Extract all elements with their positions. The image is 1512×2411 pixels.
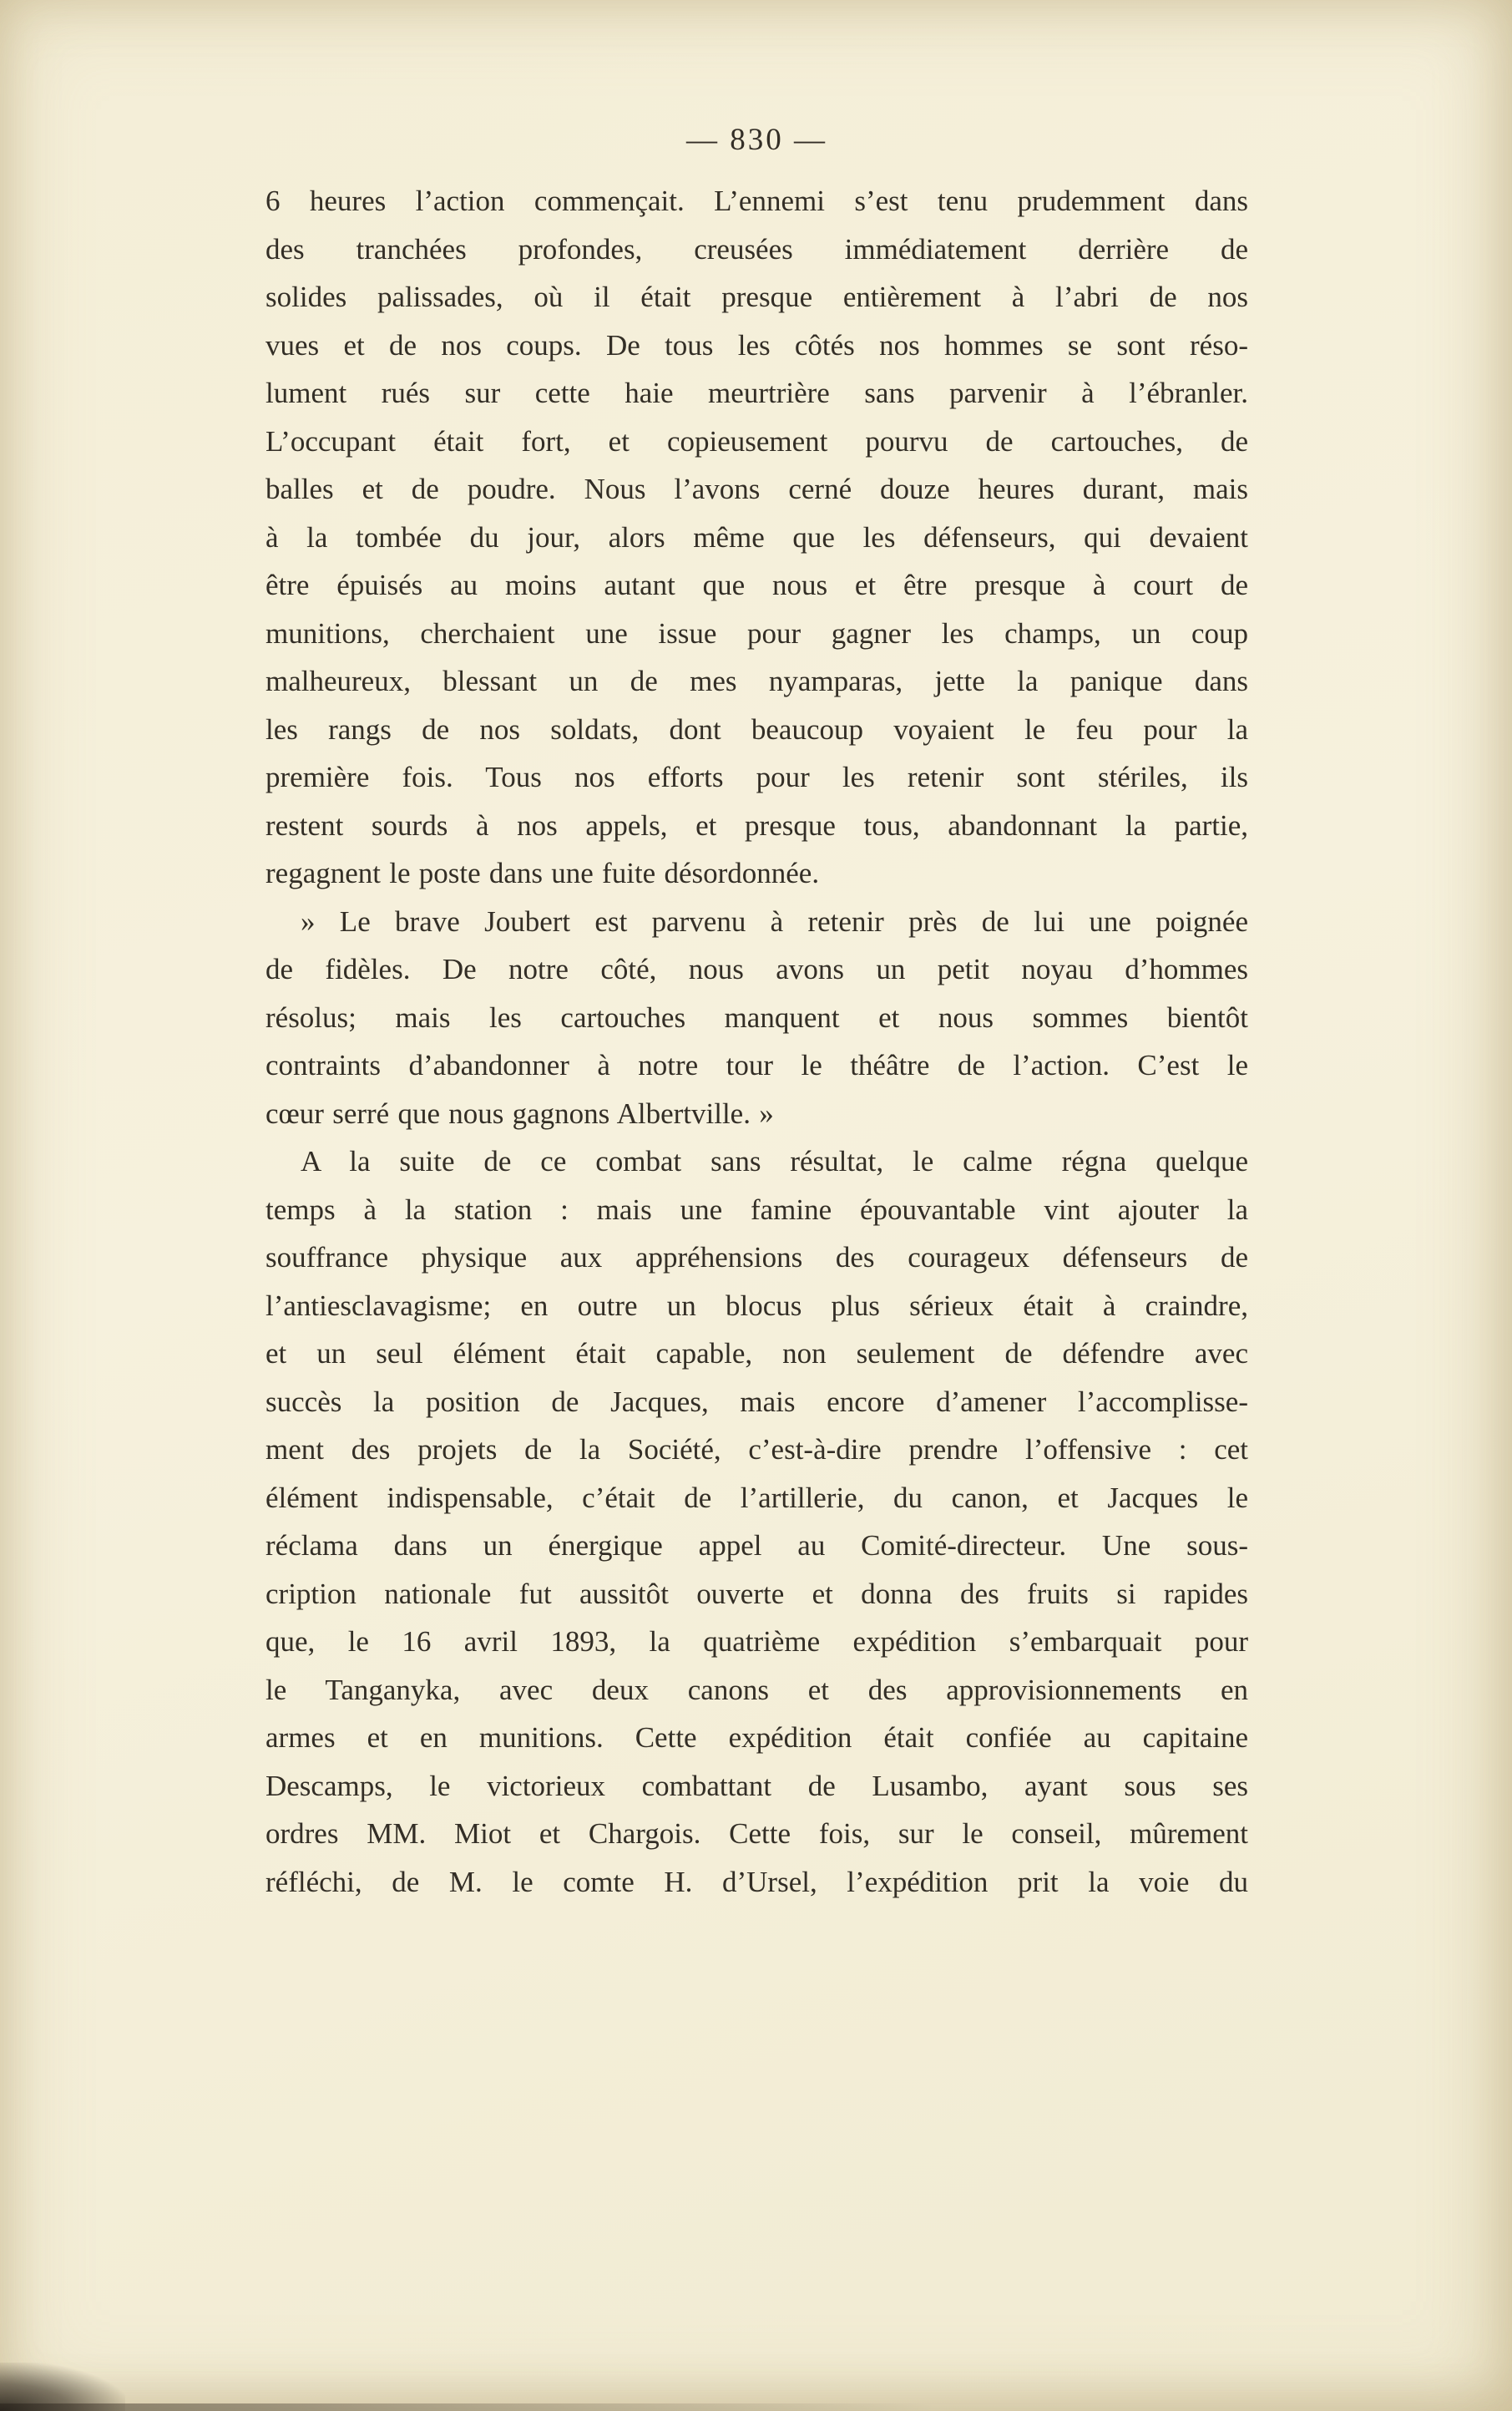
text-line: A la suite de ce combat sans résultat, le calme régna quelque (301, 1145, 1248, 1178)
scan-corner-shadow-artifact (0, 2363, 125, 2411)
text-line: lument rués sur cette haie meurtrière sans parvenir à l’ébranler. (265, 377, 1248, 409)
text-line: le Tanganyka, avec deux canons et des approvisionnements en (265, 1673, 1248, 1706)
text-line: et un seul élément était capable, non seulement de défendre avec (265, 1337, 1248, 1370)
text-line: que, le 16 avril 1893, la quatrième expédition s’embarquait pour (265, 1625, 1248, 1658)
text-line: réfléchi, de M. le comte H. d’Ursel, l’expédition prit la voie du (265, 1865, 1248, 1898)
paragraph (265, 177, 1248, 898)
text-line: munitions, cherchaient une issue pour gagner les champs, un coup (265, 616, 1248, 650)
text-line: des tranchées profondes, creusées immédiatement derrière de (265, 232, 1248, 266)
paragraph (265, 898, 1248, 1138)
text-line: ordres MM. Miot et Chargois. Cette fois, sur le conseil, mûrement (265, 1817, 1248, 1850)
text-line: cription nationale fut aussitôt ouverte et donna des fruits si rapides (265, 1577, 1248, 1610)
text-line: première fois. Tous nos efforts pour les retenir sont stériles, ils (265, 761, 1248, 793)
text-block (265, 177, 1248, 1906)
text-line: L’occupant était fort, et copieusement pourvu de cartouches, de (265, 424, 1248, 458)
text-line: restent sourds à nos appels, et presque tous, abandonnant la partie, (265, 808, 1248, 842)
text-line: souffrance physique aux appréhensions des courageux défenseurs de (265, 1241, 1248, 1274)
text-line: élément indispensable, c’était de l’artillerie, du canon, et Jacques le (265, 1481, 1248, 1514)
text-line: réclama dans un énergique appel au Comité-directeur. Une sous- (265, 1529, 1248, 1562)
text-line: de fidèles. De notre côté, nous avons un petit noyau d’hommes (265, 953, 1248, 985)
text-line: malheureux, blessant un de mes nyamparas, jette la panique dans (265, 665, 1248, 697)
text-line: résolus; mais les cartouches manquent et nous sommes bientôt (265, 1000, 1248, 1034)
text-line: temps à la station : mais une famine épouvantable vint ajouter la (265, 1193, 1248, 1226)
page-number: — 830 — (686, 123, 827, 157)
text-line: être épuisés au moins autant que nous et être presque à court de (265, 569, 1248, 601)
scan-bottom-edge-artifact (0, 2403, 935, 2411)
text-line: à la tombée du jour, alors même que les défenseurs, qui devaient (265, 520, 1248, 554)
text-line: cœur serré que nous gagnons Albertville. » (265, 1097, 774, 1130)
text-line: Descamps, le victorieux combattant de Lusambo, ayant sous ses (265, 1769, 1248, 1802)
text-line: succès la position de Jacques, mais encore d’amener l’accomplisse- (265, 1385, 1248, 1418)
paragraph (265, 1137, 1248, 1906)
text-line: contraints d’abandonner à notre tour le théâtre de l’action. C’est le (265, 1049, 1248, 1081)
text-line: vues et de nos coups. De tous les côtés nos hommes se sont réso- (265, 328, 1248, 362)
text-line: l’antiesclavagisme; en outre un blocus plus sérieux était à craindre, (265, 1289, 1248, 1322)
text-line: balles et de poudre. Nous l’avons cerné douze heures durant, mais (265, 473, 1248, 505)
text-line: ment des projets de la Société, c’est-à-dire prendre l’offensive : cet (265, 1433, 1248, 1466)
text-line: solides palissades, où il était presque entièrement à l’abri de nos (265, 281, 1248, 313)
text-line: regagnent le poste dans une fuite désordonnée. (265, 857, 820, 889)
text-line: » Le brave Joubert est parvenu à retenir près de lui une poignée (301, 904, 1248, 938)
text-line: les rangs de nos soldats, dont beaucoup voyaient le feu pour la (265, 712, 1248, 746)
text-line: armes et en munitions. Cette expédition était confiée au capitaine (265, 1721, 1248, 1754)
text-line: 6 heures l’action commençait. L’ennemi s’est tenu prudemment dans (265, 185, 1248, 217)
